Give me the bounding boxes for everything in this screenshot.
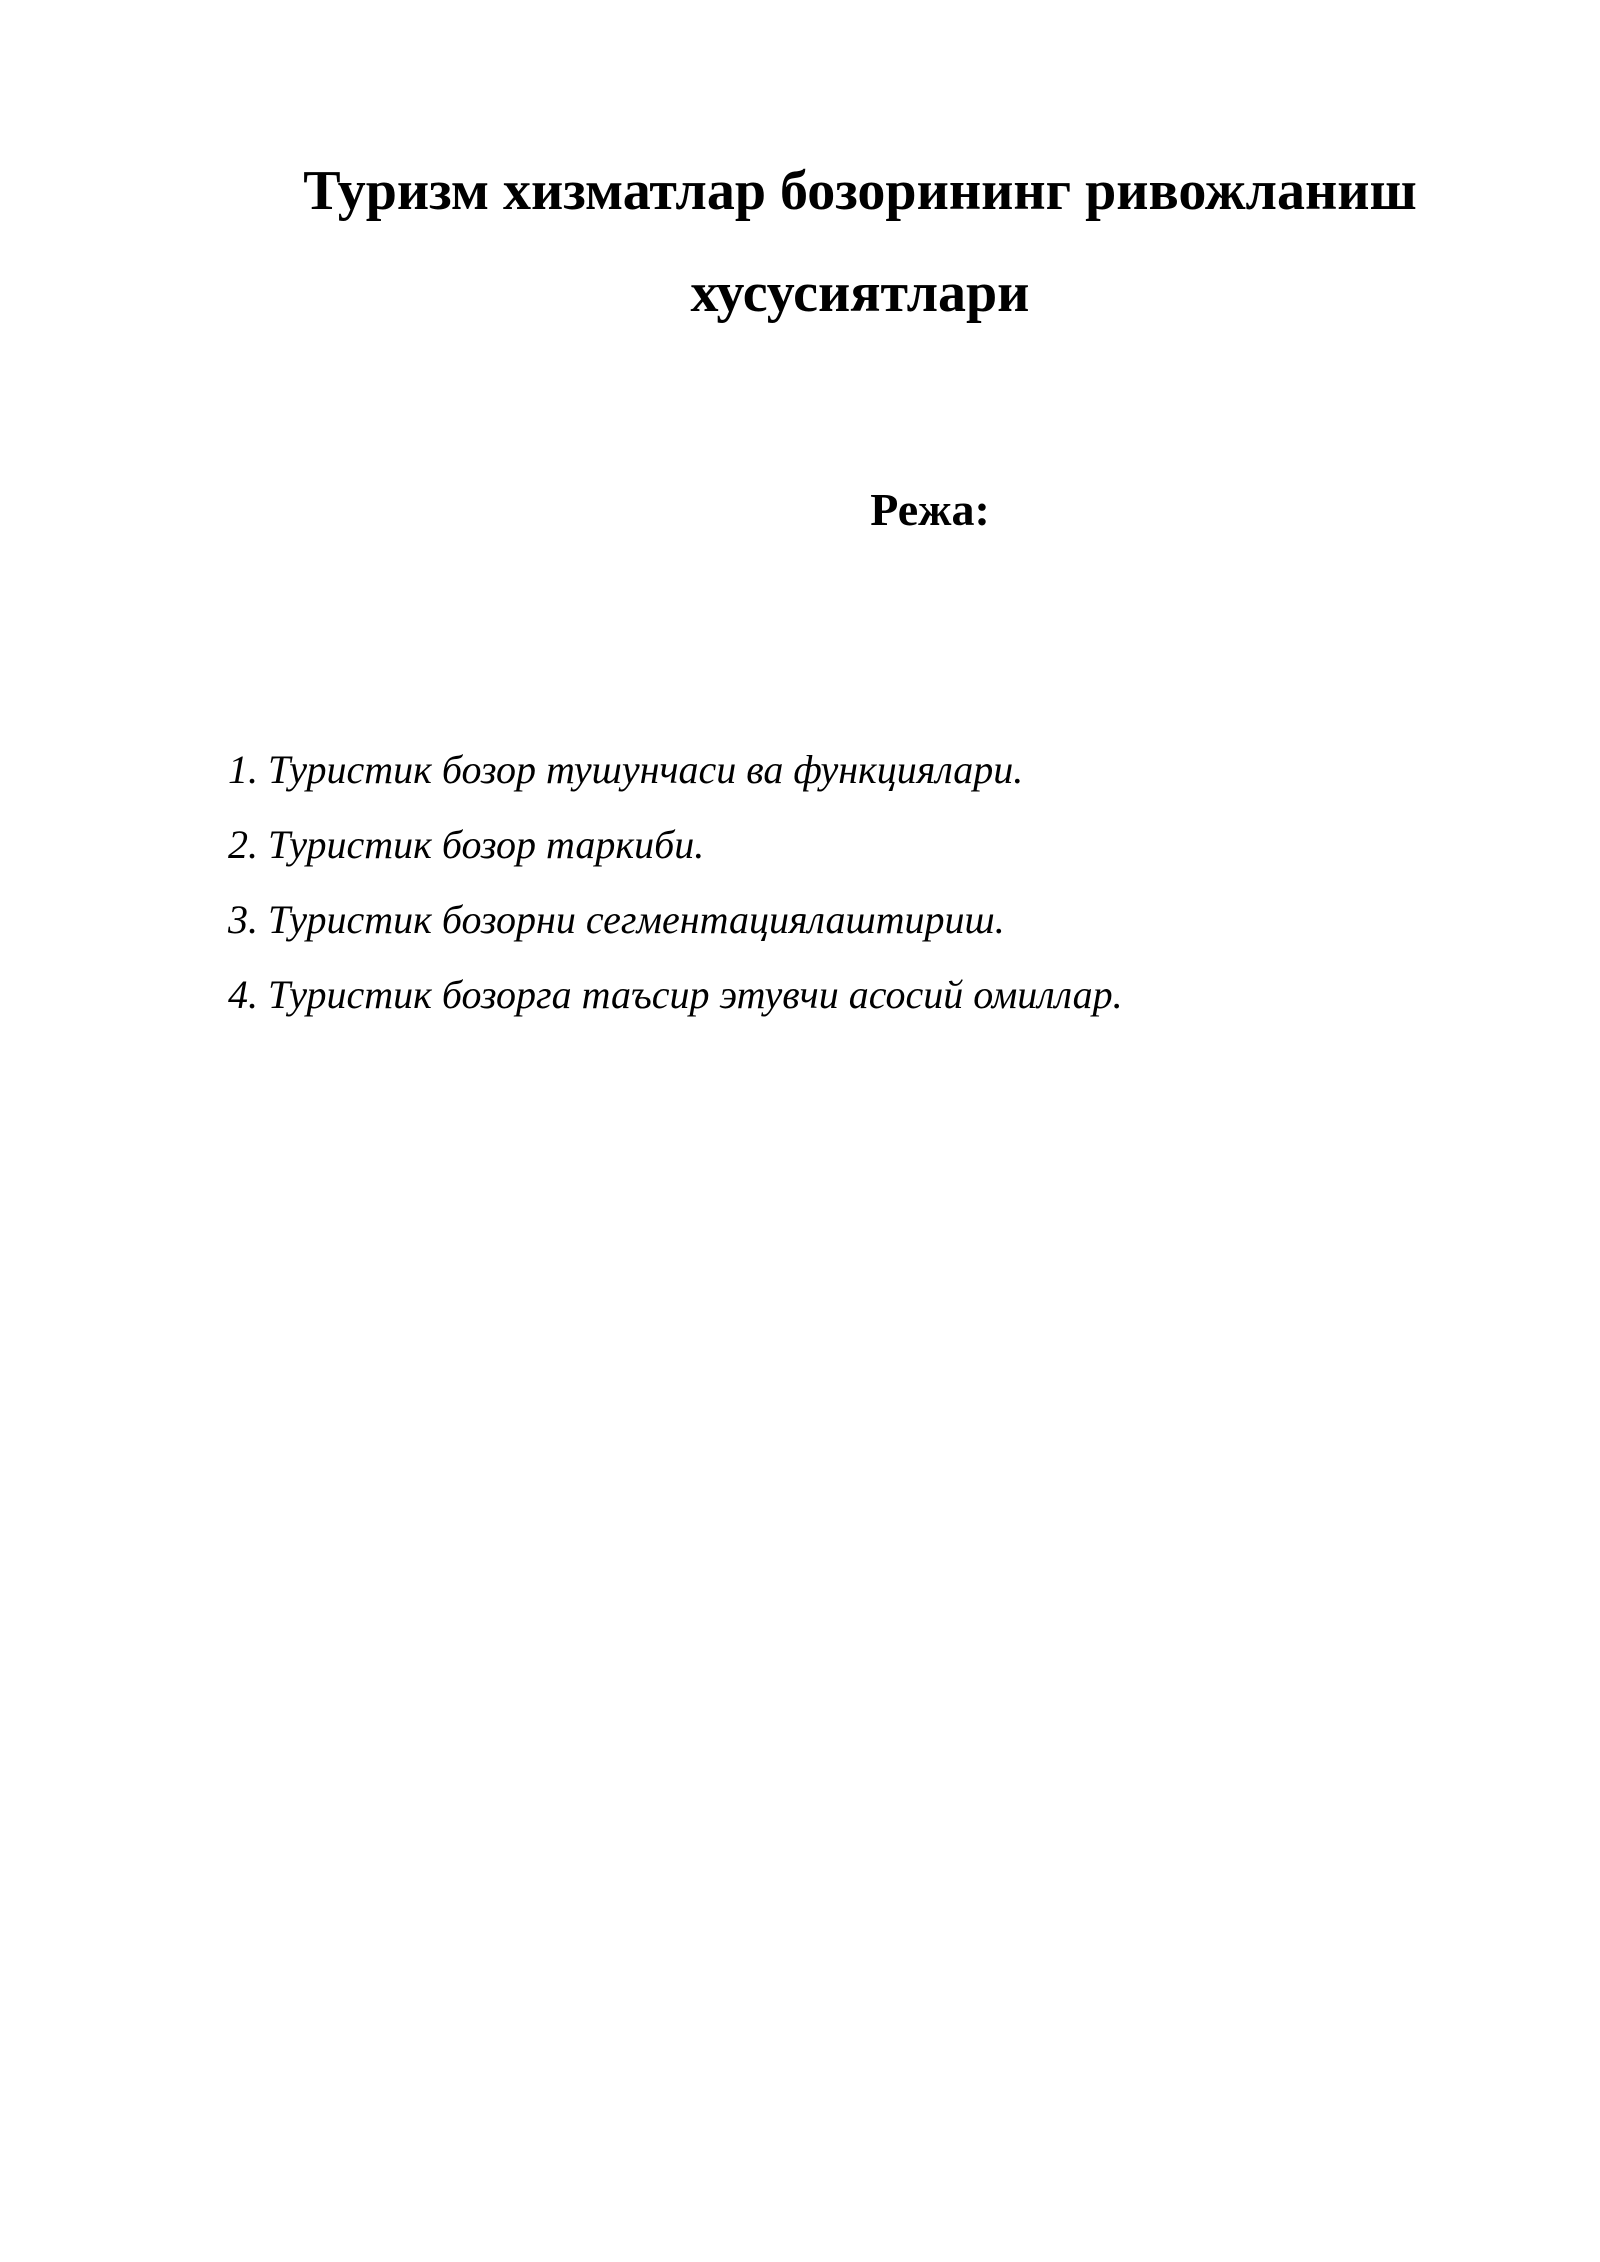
plan-item-number: 3. (228, 897, 258, 942)
plan-item-text: Туристик бозор таркиби. (268, 822, 705, 867)
plan-item (228, 732, 1428, 807)
plan-item-text: Туристик бозорни сегментациялаштириш. (268, 897, 1005, 942)
plan-item (228, 807, 1428, 882)
plan-item-text: Туристик бозорга таъсир этувчи асосий омиллар. (268, 972, 1123, 1017)
plan-item-number: 1. (228, 747, 258, 792)
plan-item-text: Туристик бозор тушунчаси ва функциялари. (268, 747, 1024, 792)
plan-item-number: 4. (228, 972, 258, 1017)
plan-heading: Режа: (870, 484, 990, 535)
plan-list (228, 732, 1428, 1032)
plan-item (228, 882, 1428, 957)
title-line-2: хусусиятлари (690, 262, 1030, 324)
document-title (230, 140, 1490, 344)
plan-item-number: 2. (228, 822, 258, 867)
title-line-1: Туризм хизматлар бозорининг ривожланиш (303, 160, 1417, 222)
plan-item (228, 957, 1428, 1032)
